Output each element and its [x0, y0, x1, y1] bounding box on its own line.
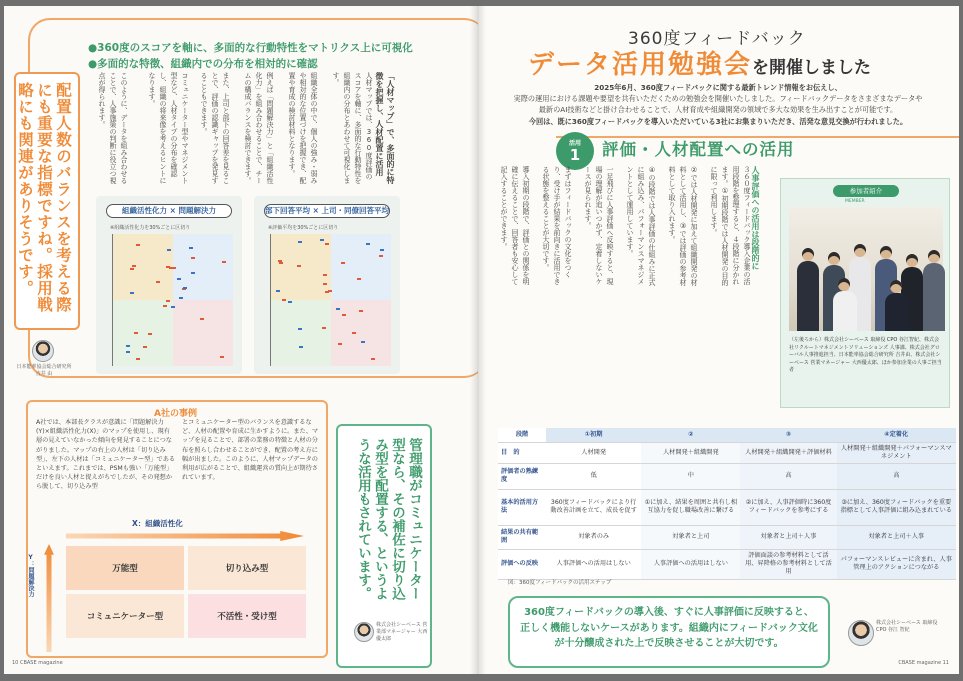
table-row	[498, 489, 956, 525]
lede-line: 実際の運用における課題や要望を共有いただくための勉強会を開催いたしました。フィードバックデータをさまざまなデータや	[513, 94, 923, 104]
section-title: 評価・人材配置への活用	[602, 140, 795, 159]
table-cell: 高	[837, 463, 956, 489]
green-author: 株式会社シーベース 営業部マネージャー 大西 優太郎	[376, 622, 428, 642]
chart-mark	[220, 356, 224, 358]
article-column: 「人材マップ」で、多面的に特徴を把握し、人材配置に活用	[375, 72, 395, 184]
chart-mark	[288, 301, 292, 303]
table-cell: ③に加え、360度フィードバックを重要指標として人事評価に組み込まれている	[837, 489, 956, 525]
chart-mark	[126, 345, 130, 347]
headline-suffix: を開催しました	[752, 58, 872, 78]
table-cell: 高	[740, 463, 836, 489]
table-cell: パフォーマンスレビューに含まれ、人事管理上のアクションにつながる	[837, 549, 956, 579]
article-column: 人材マップでは、360度評価のスコアを軸に、多面的な行動特性を組織内の分布とあわせて可視化します。	[332, 72, 373, 184]
table-caption: 図：360度フィードバックの活用ステップ	[508, 580, 612, 586]
member-card	[780, 178, 950, 408]
chart-mark	[167, 249, 171, 251]
table-cell: 対象者と上司＋人事	[740, 525, 836, 549]
chart-mark	[191, 257, 195, 259]
table-cell: 評価面談の参考材料として活用、昇降格の参考材料として活用	[740, 549, 836, 579]
chart-plot	[270, 234, 390, 366]
table-row	[498, 442, 956, 463]
table-cell: 360度フィードバックにより行動改善計画を立て、成長を促す	[546, 489, 641, 525]
avatar	[848, 620, 874, 646]
page-footer: 10 CBASE magazine	[12, 660, 63, 666]
article-column: ３６０度フィードバック導入企業の活用段階を整理すると、４段階に分かれます。①初期段階では人材開発の目的に限って利用します。	[710, 166, 751, 286]
table-cell: 中	[641, 463, 740, 489]
chart-mark	[132, 265, 136, 267]
chart-mark	[323, 274, 327, 276]
chart-mark	[171, 306, 175, 308]
chart-mark	[371, 358, 375, 360]
article-column: まずはフィードバックの文化をつくり、受け手が結果を前向きに活用できる状態を整えることが大切です。	[542, 166, 572, 285]
matrix-x-label: X：組織活性化	[132, 519, 183, 528]
callout-text: 360度フィードバックの導入後、すぐに人事評価に反映すると、正しく機能しないケースがあります。組織内にフィードバック文化が十分醸成された上で反映させることが大切です。	[520, 607, 818, 649]
bullet-item: ●多面的な特徴、組織内での分布を相対的に確認	[88, 58, 318, 70]
bullet-list	[88, 40, 413, 72]
quote-author: 日本能率協会総合研究所 吉井 由	[16, 364, 72, 377]
row-label: 結果の共有範囲	[498, 525, 546, 549]
photo-caption: （左後ろから）株式会社シーベース 取締役 CPO 谷江智紀、株式会社リクルートマネジメントソリューションズ 人事課、株式会社グローバル人事推進担当、日本能率協会総合研究所 吉井由、株式会社シーベース 営業マネージャー 大西優太郎、ほか参加企業の人事ご担当者	[789, 337, 942, 373]
table-cell: ①に加え、結果を周囲と共有し相互協力を促し職場改善に繋げる	[641, 489, 740, 525]
callout-box	[508, 596, 830, 668]
chart-mark	[126, 351, 130, 353]
article-column: 例えば「問題解決力」と「組織活性化力」を組み合わせることで、チームの構成バランスを検討できます。	[244, 72, 274, 184]
table-cell: 人材開発	[546, 442, 641, 463]
case-text: A社では、本部長クラスが意識に「問題解決力(Y)×組織活性化力(X)」のマップを使用し、現有層の見えていなかった傾向を発見することにつながりました。マップの右上の人材は「切り込み型」、左下の人材は「コミュニケーター型」であるといえます。これまでは、PSMも強い「万能型」だけを良い人材と捉えがちでしたが、その発想から脱して、切り込み型	[36, 419, 176, 491]
table-header: ③	[740, 428, 836, 442]
quote-box	[14, 72, 80, 330]
bullet-item: ●360度のスコアを軸に、多面的な行動特性をマトリクス上に可視化	[88, 42, 413, 54]
lede	[498, 82, 938, 127]
table-cell: 対象者と上司＋人事	[837, 525, 956, 549]
callout-author: 株式会社シーベース 取締役 CPO 谷江 智紀	[876, 620, 938, 633]
chart-mark	[279, 262, 283, 264]
chart-plot	[112, 234, 232, 366]
chart-subtitle: ※組織活性化力を30%ごとに区切り	[110, 225, 191, 231]
chart-mark	[179, 297, 183, 299]
map-chart	[96, 196, 242, 374]
article-column: ④の段階では人事評価の仕組みに正式に組み込み、パフォーマンスマネジメントとして運用しています。	[626, 166, 656, 286]
table-header: ①初期	[546, 428, 641, 442]
matrix-cell: 不活性・受け型	[188, 594, 306, 638]
lede-line: 最新のAI技術などと掛け合わせることで、人材育成や組織開発の領域で多大な効果を生み出すことが可能です。	[538, 105, 898, 115]
chart-mark	[323, 283, 327, 285]
chart-mark	[130, 292, 134, 294]
matrix-cell: 万能型	[66, 546, 184, 590]
chart-mark	[320, 239, 324, 241]
chart-mark	[166, 300, 170, 302]
table-cell: 人材開発＋組織開発＋パフォーマンスマネジメント	[837, 442, 956, 463]
section-badge	[556, 132, 594, 170]
chart-mark	[276, 290, 280, 292]
chart-title: 部下回答平均 × 上司・同僚回答平均	[264, 204, 390, 218]
table-row	[498, 525, 956, 549]
table-cell: 対象者のみ	[546, 525, 641, 549]
table-header: ④定着化	[837, 428, 956, 442]
chart-mark	[143, 346, 147, 348]
article-column: 一足飛びに人事評価へ反映すると、現場の理解が追いつかず、定着しないケースが見られます。	[584, 166, 614, 285]
chart-mark	[325, 243, 329, 245]
table-cell: 人事評価への活用はしない	[641, 549, 740, 579]
article-column: 導入初期の段階で、評価との関係を明確に伝えることで、回答者も安心して記入することができます。	[500, 166, 530, 285]
chart-mark	[359, 310, 363, 312]
group-photo	[789, 207, 943, 331]
chart-mark	[366, 243, 370, 245]
chart-mark	[352, 332, 356, 334]
chart-mark	[177, 278, 181, 280]
chart-mark	[156, 281, 160, 283]
matrix-y-label: Y：問題解決力	[27, 554, 34, 597]
table-cell: 低	[546, 463, 641, 489]
page-footer: CBASE magazine 11	[898, 660, 949, 666]
chart-mark	[336, 308, 340, 310]
article-column: ②では人材開発に加えて組織開発の材料として活用し、③では評価の参考材料として取り入れます。	[668, 166, 698, 286]
chart-mark	[134, 332, 138, 334]
chart-mark	[148, 333, 152, 335]
chart-mark	[136, 244, 140, 246]
table-cell: 人事評価への活用はしない	[546, 549, 641, 579]
chart-mark	[342, 314, 346, 316]
chart-mark	[298, 241, 302, 243]
chart-mark	[325, 291, 329, 293]
row-label: 目 的	[498, 442, 546, 463]
member-label-sub: MEMBER	[845, 199, 865, 204]
headline-kicker: 360度フィードバック	[628, 29, 806, 49]
chart-mark	[136, 358, 140, 360]
left-page	[4, 6, 478, 674]
chart-mark	[357, 278, 361, 280]
case-text: とコミュニケーター型のバランスを意識するなど、人材の配置や育成に生かすように。また、マップを見ることで、部署の業務の特徴と人材の分布を照らし合わせることができ、配置の考え方に幅が出ました。このように、人材マップデータの利用が広がることで、組織運営の質向上が期待されています。	[182, 419, 319, 482]
chart-title: 組織活性化力 × 問題解決力	[106, 204, 232, 218]
chart-mark	[380, 249, 384, 251]
chart-mark	[189, 247, 193, 249]
chart-mark	[169, 267, 173, 269]
headline-main: データ活用勉強会	[528, 50, 753, 80]
row-label: 評価者の熟練度	[498, 463, 546, 489]
matrix-cell: コミュニケーター型	[66, 594, 184, 638]
chart-mark	[183, 287, 187, 289]
row-label: 評価への反映	[498, 549, 546, 579]
chart-mark	[322, 327, 326, 329]
quote-text: 配置人数のバランスを考える際にも重要な指標ですね。採用戦略にも関連がありそうです。	[16, 82, 72, 313]
table-row	[498, 463, 956, 489]
chart-mark	[163, 305, 167, 307]
table-header-row	[498, 428, 956, 442]
article-column: コミュニケーター型やマネジメント型など、人材タイプの分布を確認し、組織の将来像を考えるヒントになります。	[148, 72, 189, 184]
table-cell: 人材開発＋組織開発	[641, 442, 740, 463]
badge-number: 1	[569, 146, 581, 164]
chart-mark	[361, 341, 365, 343]
chart-mark	[299, 346, 303, 348]
article-column: また、上司と部下の回答差を見ることで、評価の認識ギャップを発見することもできます。	[200, 72, 230, 184]
lede-line: 2025年6月、360度フィードバックに関する最新トレンド情報をお伝えし、	[594, 83, 842, 92]
row-label: 基本的活用方法	[498, 489, 546, 525]
right-page	[478, 6, 959, 674]
table-cell: 人材開発＋組織開発＋評価材料	[740, 442, 836, 463]
map-chart	[254, 196, 400, 374]
chart-mark	[282, 299, 286, 301]
chart-mark	[298, 328, 302, 330]
table-header: 段階	[498, 428, 546, 442]
chart-mark	[341, 262, 345, 264]
badge-word: 活用	[568, 140, 581, 147]
avatar	[354, 622, 374, 642]
table-header: ②	[641, 428, 740, 442]
article-column: このように、データを組み合わせることで、人事施策の判断に役立つ視点が得られます。	[98, 72, 128, 184]
chart-mark	[130, 268, 134, 270]
table-cell: 対象者と上司	[641, 525, 740, 549]
chart-mark	[200, 318, 204, 320]
chart-mark	[297, 265, 301, 267]
table-row	[498, 549, 956, 579]
step-table	[498, 428, 956, 580]
chart-mark	[191, 272, 195, 274]
page-title	[528, 44, 871, 81]
table-cell: ②に加え、人事評価時に360度フィードバックを参考にする	[740, 489, 836, 525]
member-label: 参加者紹介	[833, 185, 899, 197]
lede-line: 今回は、既に360度フィードバックを導入いただいている3社にお集まりいただき、活発な意見交換が行われました。	[528, 116, 908, 126]
chart-mark	[338, 343, 342, 345]
chart-subtitle: ※評価平均を30%ごとに区切り	[268, 225, 339, 231]
case-title: A社の事例	[154, 409, 197, 419]
chart-mark	[379, 255, 383, 257]
article-column: 組織全体の中で、個人の強み・弱みや相対的な位置づけを把握でき、配置や育成の検討材料となります。	[288, 72, 318, 184]
article-column: 人事評価への活用は段階的に	[751, 166, 760, 270]
avatar	[32, 340, 54, 362]
matrix-cell: 切り込み型	[188, 546, 306, 590]
green-quote-text: 管理職がコミュニケーター型なら、その補佐に切り込み型を配置する、というような活用もされています。	[355, 438, 422, 600]
chart-mark	[222, 261, 226, 263]
